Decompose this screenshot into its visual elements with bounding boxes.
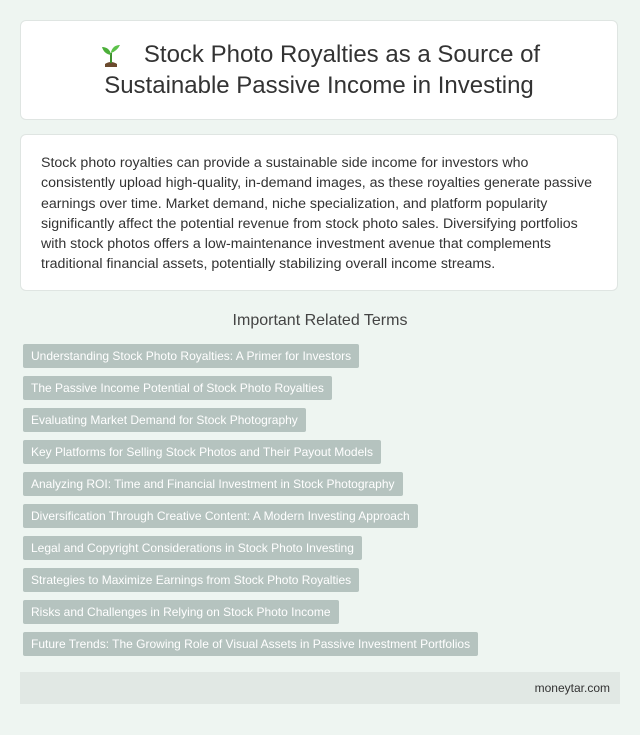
related-term-link[interactable]: Analyzing ROI: Time and Financial Investment in Stock Photography [23,472,403,496]
footer-site-link[interactable]: moneytar.com [534,681,610,695]
page-title-line-2: Sustainable Passive Income in Investing [104,72,534,99]
related-term-item [23,376,623,400]
summary-paragraph: Stock photo royalties can provide a sustainable side income for investors who consistently upload high-quality, in-demand images, as these royalties generate passive earnings over time. Market demand, niche specialization, and platform popularity significantly affect the potential revenue from stock photo sales. Diversifying portfolios with stock photos offers a low-maintenance investment avenue that complements traditional financial assets, potentially stabilizing overall income streams. [41,155,592,273]
related-terms-heading: Important Related Terms [232,312,408,329]
related-term-link[interactable]: Key Platforms for Selling Stock Photos and Their Payout Models [23,440,381,464]
related-term-link[interactable]: Legal and Copyright Considerations in Stock Photo Investing [23,536,362,560]
footer [20,672,620,704]
related-term-link[interactable]: Future Trends: The Growing Role of Visual Assets in Passive Investment Portfolios [23,632,478,656]
related-term-item [23,568,623,592]
related-term-link[interactable]: Diversification Through Creative Content: A Modern Investing Approach [23,504,418,528]
related-term-item [23,536,623,560]
related-term-item [23,504,623,528]
related-term-item [23,472,623,496]
summary-card [20,134,618,291]
related-term-item [23,408,623,432]
title-text-line-1: Stock Photo Royalties as a Source of [143,41,541,68]
title-card [20,20,618,120]
related-term-item [23,344,623,368]
related-term-item [23,632,623,656]
related-term-link[interactable]: Evaluating Market Demand for Stock Photography [23,408,306,432]
related-term-link[interactable]: The Passive Income Potential of Stock Photo Royalties [23,376,332,400]
page-title-line-1 [98,39,540,70]
related-term-item [23,600,623,624]
related-term-link[interactable]: Strategies to Maximize Earnings from Stock Photo Royalties [23,568,359,592]
related-term-link[interactable]: Understanding Stock Photo Royalties: A Primer for Investors [23,344,359,368]
sprout-icon [98,42,124,68]
related-term-item [23,440,623,464]
related-terms-list [23,344,623,664]
related-term-link[interactable]: Risks and Challenges in Relying on Stock Photo Income [23,600,339,624]
